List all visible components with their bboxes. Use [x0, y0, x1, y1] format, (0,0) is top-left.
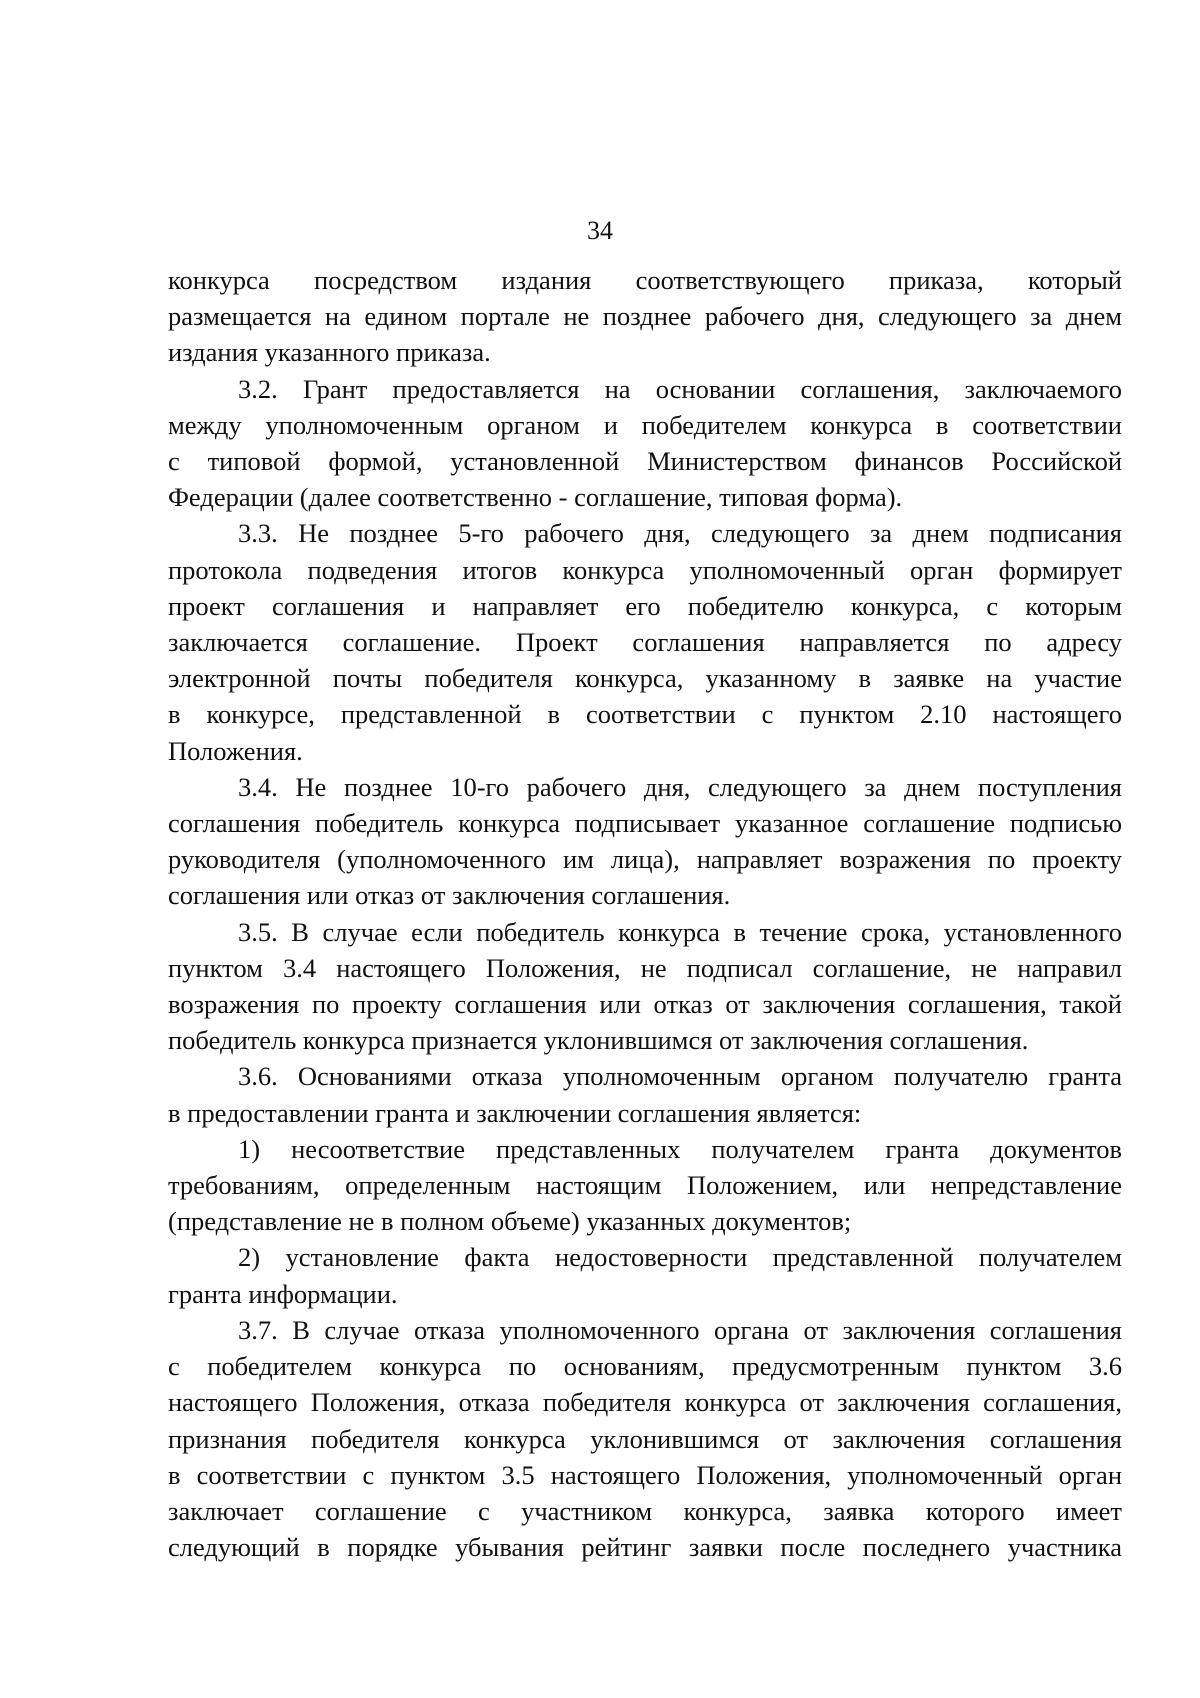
text-line: 3.6. Основаниями отказа уполномоченным органом получателю гранта [238, 1061, 1122, 1092]
paragraph-p3-2 [168, 371, 1122, 516]
text-line: размещается на едином портале не позднее рабочего дня, следующего за днем [168, 301, 1122, 332]
text-line: (представление не в полном объеме) указанных документов; [168, 1206, 852, 1237]
text-line: признания победителя конкурса уклонившимся от заключения соглашения [168, 1423, 1122, 1454]
text-line: Положения. [168, 735, 303, 766]
text-line: руководителя (уполномоченного им лица), направляет возражения по проекту [168, 844, 1122, 875]
text-line: заключает соглашение с участником конкурса, заявка которого имеет [168, 1495, 1122, 1526]
text-line: 3.5. В случае если победитель конкурса в течение срока, установленного [238, 916, 1122, 947]
paragraph-p3-7 [168, 1312, 1122, 1565]
text-line: настоящего Положения, отказа победителя конкурса от заключения соглашения, [168, 1387, 1122, 1418]
text-line: в предоставлении гранта и заключении соглашения является: [168, 1097, 862, 1128]
text-line: 2) установление факта недостоверности представленной получателем [238, 1242, 1122, 1273]
text-line: 3.4. Не позднее 10-го рабочего дня, следующего за днем поступления [238, 771, 1122, 802]
text-line: соглашения или отказ от заключения соглашения. [168, 880, 731, 911]
text-line: 3.3. Не позднее 5-го рабочего дня, следующего за днем подписания [238, 518, 1122, 549]
text-line: гранта информации. [168, 1278, 398, 1309]
text-line: 1) несоответствие представленных получателем гранта документов [238, 1133, 1122, 1164]
text-line: издания указанного приказа. [168, 337, 491, 368]
text-line: 3.2. Грант предоставляется на основании соглашения, заключаемого [238, 373, 1122, 404]
paragraph-p0 [168, 262, 1122, 371]
document-body [168, 262, 1122, 1565]
text-line: с победителем конкурса по основаниям, предусмотренным пунктом 3.6 [168, 1351, 1122, 1382]
text-line: следующий в порядке убывания рейтинг заявки после последнего участника [168, 1532, 1122, 1563]
paragraph-p3-6-2 [168, 1239, 1122, 1311]
page-number: 34 [587, 216, 613, 245]
text-line: победитель конкурса признается уклонившимся от заключения соглашения. [168, 1025, 1029, 1056]
text-line: 3.7. В случае отказа уполномоченного органа от заключения соглашения [238, 1314, 1122, 1345]
text-line: конкурса посредством издания соответствующего приказа, который [168, 265, 1122, 295]
text-line: Федерации (далее соответственно - соглашение, типовая форма). [168, 482, 903, 513]
paragraph-p3-6-1 [168, 1131, 1122, 1240]
paragraph-p3-4 [168, 769, 1122, 914]
text-line: требованиям, определенным настоящим Положением, или непредставление [168, 1170, 1122, 1201]
text-line: проект соглашения и направляет его победителю конкурса, с которым [168, 590, 1122, 621]
text-line: с типовой формой, установленной Министерством финансов Российской [168, 446, 1122, 477]
paragraph-p3-5 [168, 914, 1122, 1059]
text-line: соглашения победитель конкурса подписывает указанное соглашение подписью [168, 808, 1122, 839]
text-line: между уполномоченным органом и победителем конкурса в соответствии [168, 409, 1122, 440]
text-line: в конкурсе, представленной в соответствии с пунктом 2.10 настоящего [168, 699, 1122, 730]
text-line: протокола подведения итогов конкурса уполномоченный орган формирует [168, 554, 1122, 585]
paragraph-p3-3 [168, 515, 1122, 768]
text-line: пунктом 3.4 настоящего Положения, не подписал соглашение, не направил [168, 952, 1122, 983]
text-line: возражения по проекту соглашения или отказ от заключения соглашения, такой [168, 989, 1122, 1020]
text-line: заключается соглашение. Проект соглашения направляется по адресу [168, 627, 1122, 658]
paragraph-p3-6 [168, 1058, 1122, 1130]
text-line: в соответствии с пунктом 3.5 настоящего Положения, уполномоченный орган [168, 1459, 1122, 1490]
text-line: электронной почты победителя конкурса, указанному в заявке на участие [168, 663, 1122, 694]
